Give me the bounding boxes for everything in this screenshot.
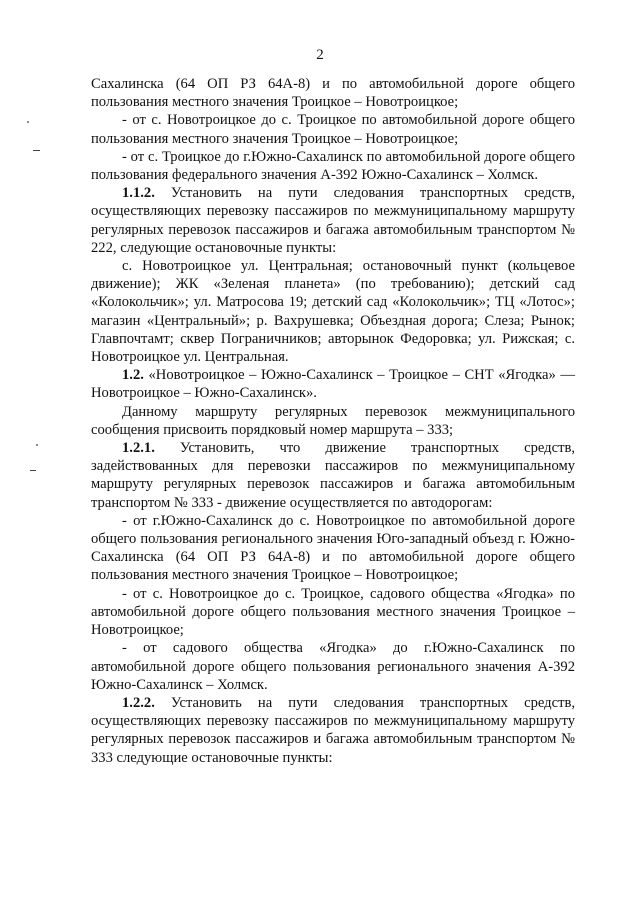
paragraph-text: Установить, что движение транспортных средств, задействованных для перевозки пассажиров по межмуниципальному маршруту регулярных перевозок пассажиров и багажа автомобильным транспортом № 333 - движение осуществляется по автодорогам: [91,440,575,511]
paragraph [91,148,575,184]
paragraph-text: Установить на пути следования транспортных средств, осуществляющих перевозку пассажиров по межмуниципальному маршруту регулярных перевозок пассажиров и багажа автомобильным транспортом № 222, следующие остановочные пункты: [91,185,575,256]
paragraph [91,512,575,585]
paragraph [91,639,575,694]
paragraph [91,111,575,147]
paragraph-text: - от с. Троицкое до г.Южно-Сахалинск по автомобильной дороге общего пользования федерального значения А-392 Южно-Сахалинск – Холмск. [91,148,575,184]
paragraph-text: - от г.Южно-Сахалинск до с. Новотроицкое по автомобильной дороге общего пользования регионального значения Юго-западный объезд г. Южно-Сахалинска (64 ОП РЗ 64А-8) и по автомобильной дороге общего пользования местного значения Троицкое – Новотроицкое; [91,512,575,584]
page-number: 2 [316,47,324,63]
paragraph-text: - от с. Новотроицкое до с. Троицкое, садового общества «Ягодка» по автомобильной дороге общего пользования местного значения Троицкое – Новотроицкое; [91,585,575,639]
clause-number: 1.2.1. [122,440,155,457]
paragraph-text: с. Новотроицкое ул. Центральная; остановочный пункт (кольцевое движение); ЖК «Зеленая планета» (по требованию); детский сад «Колокольчик»; ул. Матросова 19; детский сад «Колокольчик»; ТЦ «Лотос»; магазин «Центральный»; р. Вахрушевка; Объездная дорога; Слеза; Рынок; Главпочтамт; сквер Пограничников; авторынок Федоровка; ул. Рижская; с. Новотроицкое ул. Центральная. [91,258,575,366]
paragraph [91,585,575,640]
paragraph [91,75,575,111]
paragraph [91,403,575,439]
paragraph [91,366,575,402]
clause-number: 1.1.2. [122,185,155,202]
margin-mark [33,150,40,151]
margin-mark [27,121,29,123]
paragraph-text: - от садового общества «Ягодка» до г.Южно-Сахалинск по автомобильной дороге общего пользования регионального значения А-392 Южно-Сахалинск – Холмск. [91,640,575,693]
clause-number: 1.2. [122,367,144,384]
margin-mark [30,470,36,471]
paragraph-text: - от с. Новотроицкое до с. Троицкое по автомобильной дороге общего пользования местного значения Троицкое – Новотроицкое; [91,112,575,147]
clause-number: 1.2.2. [122,694,155,711]
paragraph-text: Установить на пути следования транспортных средств, осуществляющих перевозку пассажиров по межмуниципальному маршруту регулярных перевозок пассажиров и багажа автомобильным транспортом № 333 следующие остановочные пункты: [91,694,575,766]
paragraph [91,694,575,767]
margin-mark [36,444,38,446]
document-body [91,75,575,767]
paragraph-text: Сахалинска (64 ОП РЗ 64А-8) и по автомобильной дороге общего пользования местного значения Троицкое – Новотроицкое; [91,76,575,111]
paragraph-text: Данному маршруту регулярных перевозок межмуниципального сообщения присвоить порядковый номер маршрута – 333; [91,403,575,438]
paragraph [91,184,575,257]
paragraph-text: «Новотроицкое – Южно-Сахалинск – Троицкое – СНТ «Ягодка» — Новотроицкое – Южно-Сахалинск». [91,367,575,402]
paragraph [91,439,575,512]
paragraph [91,257,575,366]
